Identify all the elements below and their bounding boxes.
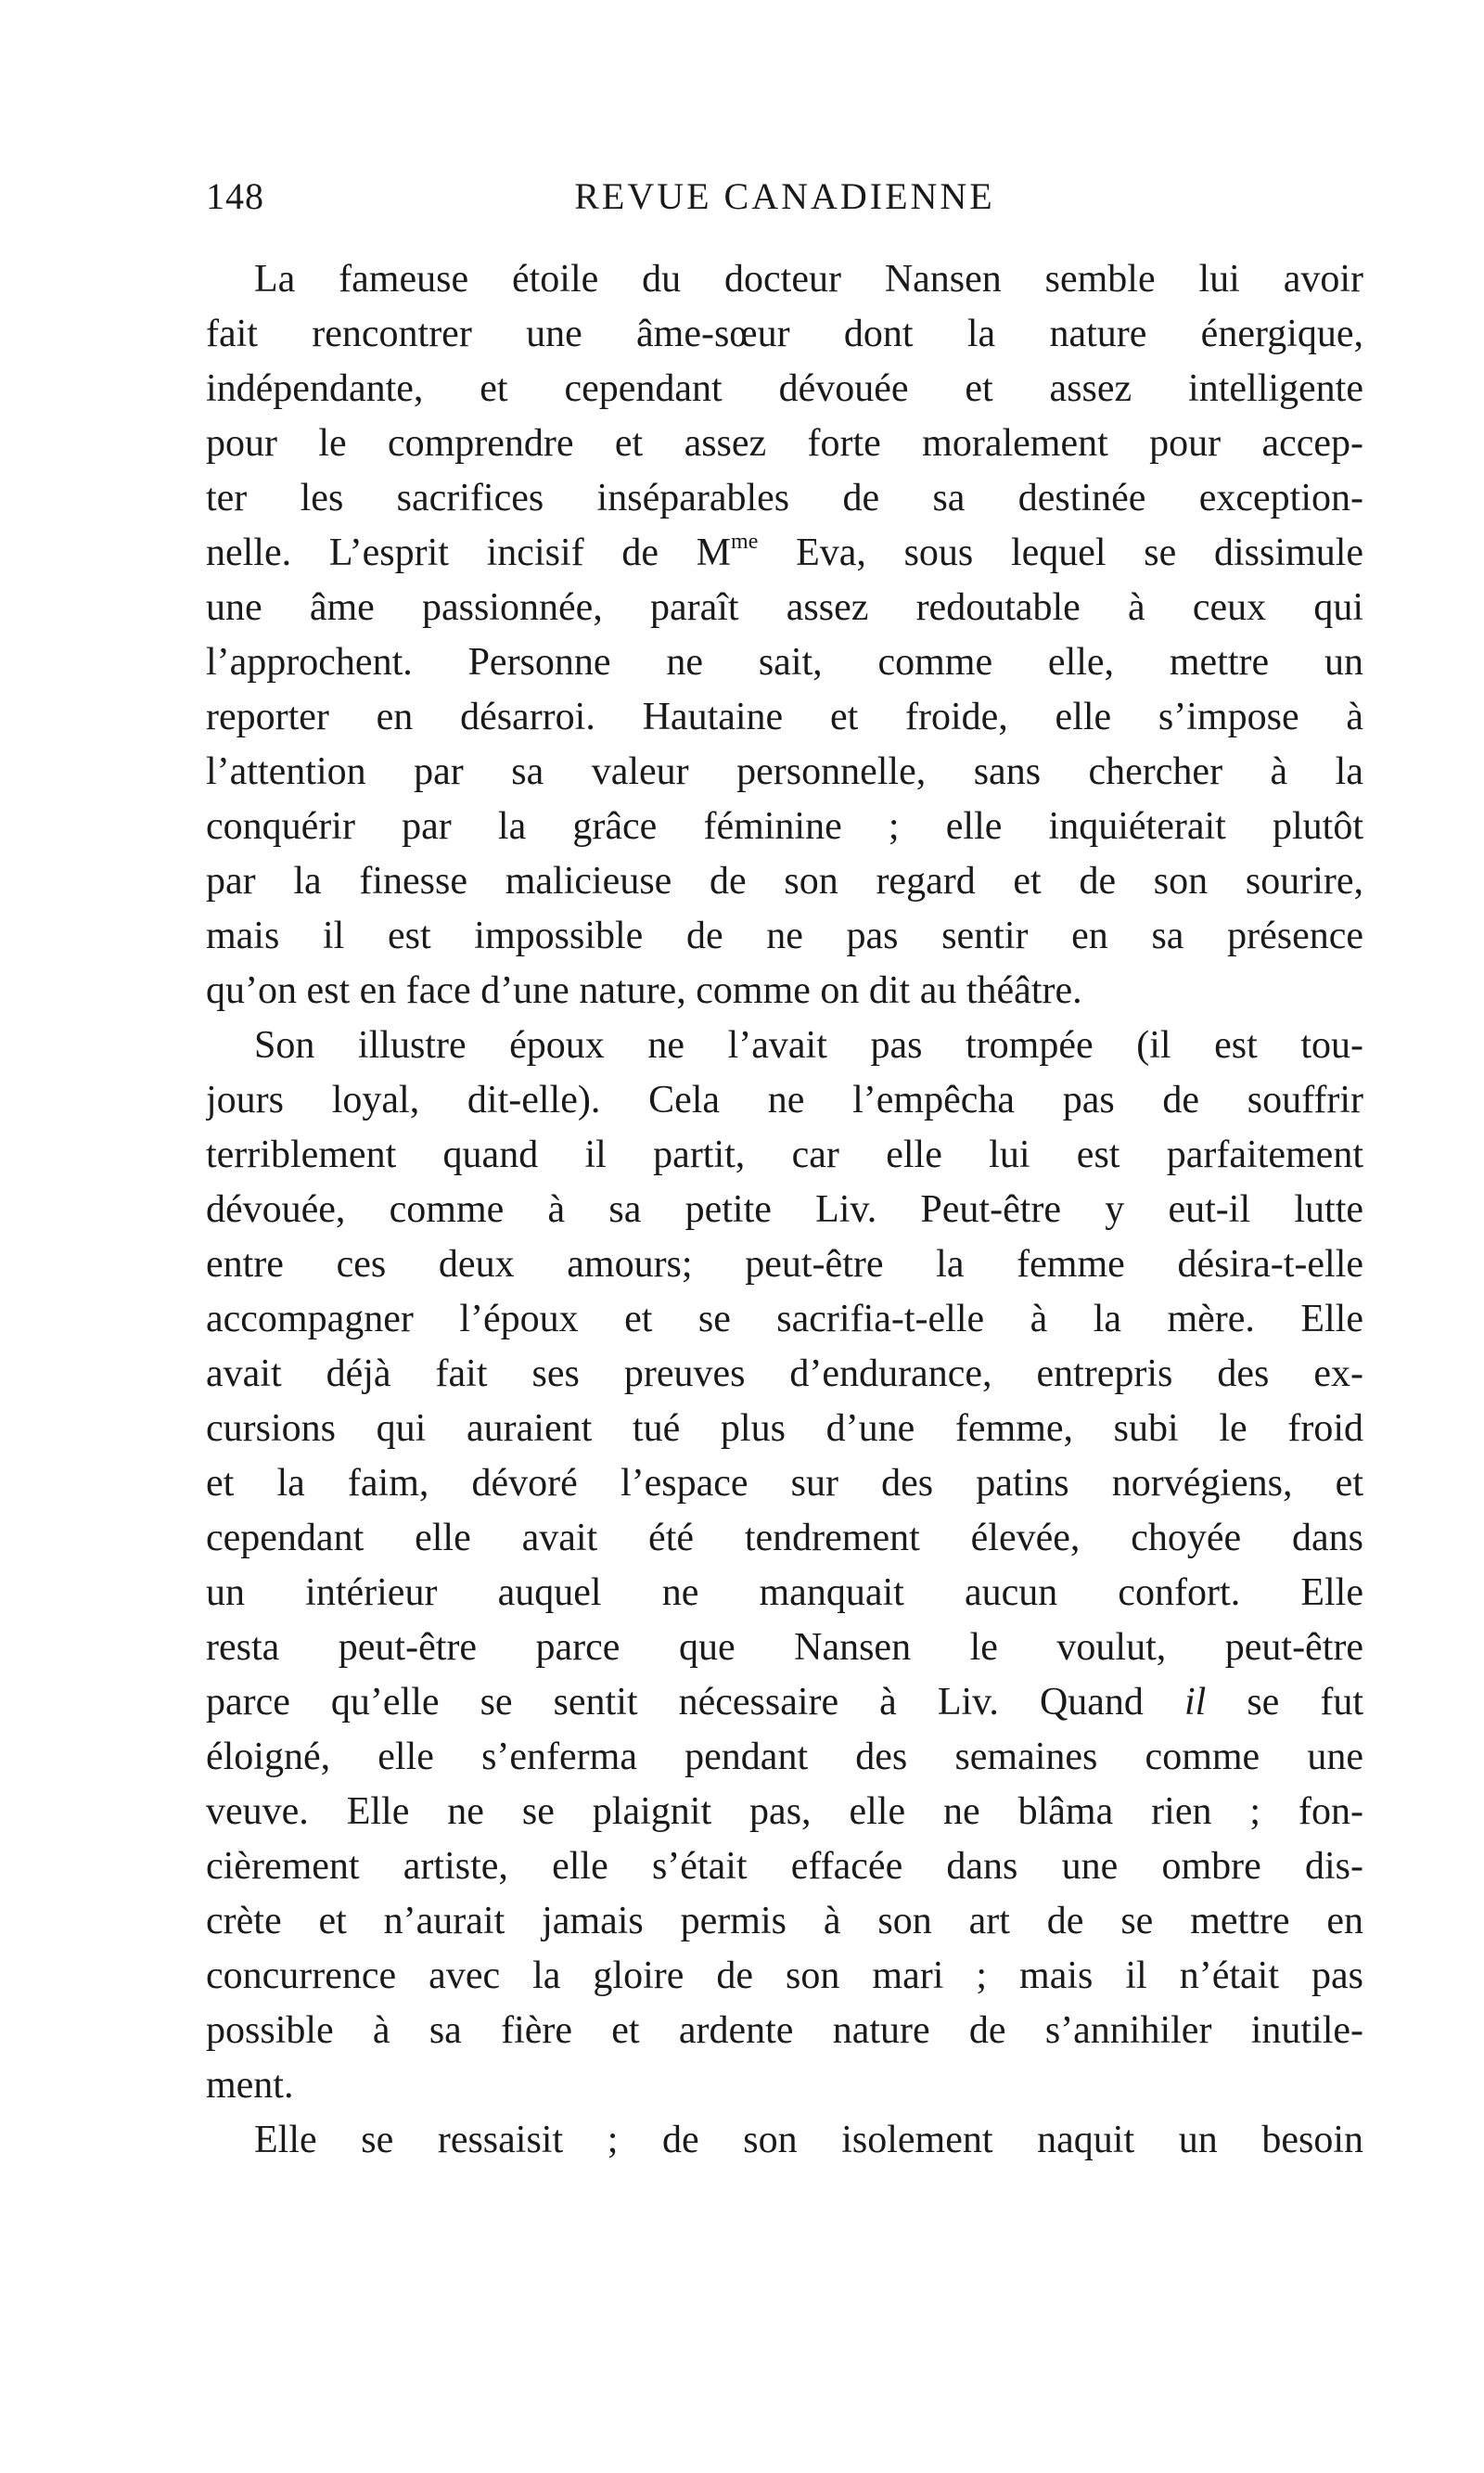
text-line: éloigné, elle s’enferma pendant des semaines comme une: [206, 1736, 1363, 1778]
italic-word: il: [1183, 1681, 1207, 1723]
text-line: [206, 526, 1363, 581]
text-line: un intérieur auquel ne manquait aucun confort. Elle: [206, 1571, 1363, 1614]
text-line: cièrement artiste, elle s’était effacée dans une ombre dis-: [206, 1845, 1363, 1888]
running-head: [206, 174, 1363, 221]
text-line: cependant elle avait été tendrement élevée, choyée dans: [206, 1517, 1363, 1559]
text-line: dévouée, comme à sa petite Liv. Peut-être y eut-il lutte: [206, 1188, 1363, 1231]
text-line: l’approchent. Personne ne sait, comme elle, mettre un: [206, 641, 1363, 684]
text-line: entre ces deux amours; peut-être la femme désira-t-elle: [206, 1243, 1363, 1286]
abbreviation-superscript: me: [731, 530, 759, 554]
text-line: fait rencontrer une âme-sœur dont la nature énergique,: [206, 313, 1363, 355]
text-line: La fameuse étoile du docteur Nansen semble lui avoir: [254, 258, 1363, 301]
text-line: cursions qui auraient tué plus d’une femme, subi le froid: [206, 1407, 1363, 1450]
text-line: concurrence avec la gloire de son mari ; mais il n’était pas: [206, 1954, 1363, 1997]
body-text: [206, 252, 1363, 2168]
journal-title: REVUE CANADIENNE: [574, 175, 995, 217]
text-line: l’attention par sa valeur personnelle, sans chercher à la: [206, 750, 1363, 793]
text-line: ment.: [206, 2064, 294, 2107]
page-number: 148: [206, 175, 264, 217]
text-line: resta peut-être parce que Nansen le voulut, peut-être: [206, 1626, 1363, 1669]
text-line: veuve. Elle ne se plaignit pas, elle ne blâma rien ; fon-: [206, 1790, 1363, 1833]
text-fragment: Eva, sous lequel se dissimule: [758, 532, 1363, 574]
text-line: possible à sa fière et ardente nature de s’annihiler inutile-: [206, 2009, 1363, 2052]
text-line: pour le comprendre et assez forte moralement pour accep-: [206, 422, 1363, 465]
text-line: qu’on est en face d’une nature, comme on dit au théâtre.: [206, 969, 1082, 1012]
text-line: accompagner l’époux et se sacrifia-t-elle à la mère. Elle: [206, 1298, 1363, 1340]
text-line: ter les sacrifices inséparables de sa destinée exception-: [206, 477, 1363, 519]
text-line: indépendante, et cependant dévouée et assez intelligente: [206, 367, 1363, 410]
text-line: avait déjà fait ses preuves d’endurance, entrepris des ex-: [206, 1352, 1363, 1395]
text-line: crète et n’aurait jamais permis à son art de se mettre en: [206, 1900, 1363, 1942]
text-line: conquérir par la grâce féminine ; elle inquiéterait plutôt: [206, 805, 1363, 848]
text-line: Son illustre époux ne l’avait pas trompée (il est tou-: [254, 1024, 1363, 1067]
text-line: terriblement quand il partit, car elle lui est parfaitement: [206, 1134, 1363, 1176]
text-fragment: parce qu’elle se sentit nécessaire à Liv. Quand: [206, 1681, 1184, 1723]
text-line: et la faim, dévoré l’espace sur des patins norvégiens, et: [206, 1462, 1363, 1505]
text-line: [206, 1675, 1363, 1730]
text-fragment: se fut: [1206, 1681, 1363, 1723]
text-fragment: nelle. L’esprit incisif de M: [206, 532, 732, 574]
text-line: par la finesse malicieuse de son regard et de son sourire,: [206, 860, 1363, 903]
text-line: mais il est impossible de ne pas sentir en sa présence: [206, 915, 1363, 957]
text-line: jours loyal, dit-elle). Cela ne l’empêcha pas de souffrir: [206, 1079, 1363, 1121]
text-line: Elle se ressaisit ; de son isolement naquit un besoin: [254, 2119, 1363, 2161]
text-line: une âme passionnée, paraît assez redoutable à ceux qui: [206, 586, 1363, 629]
text-line: reporter en désarroi. Hautaine et froide, elle s’impose à: [206, 696, 1363, 738]
